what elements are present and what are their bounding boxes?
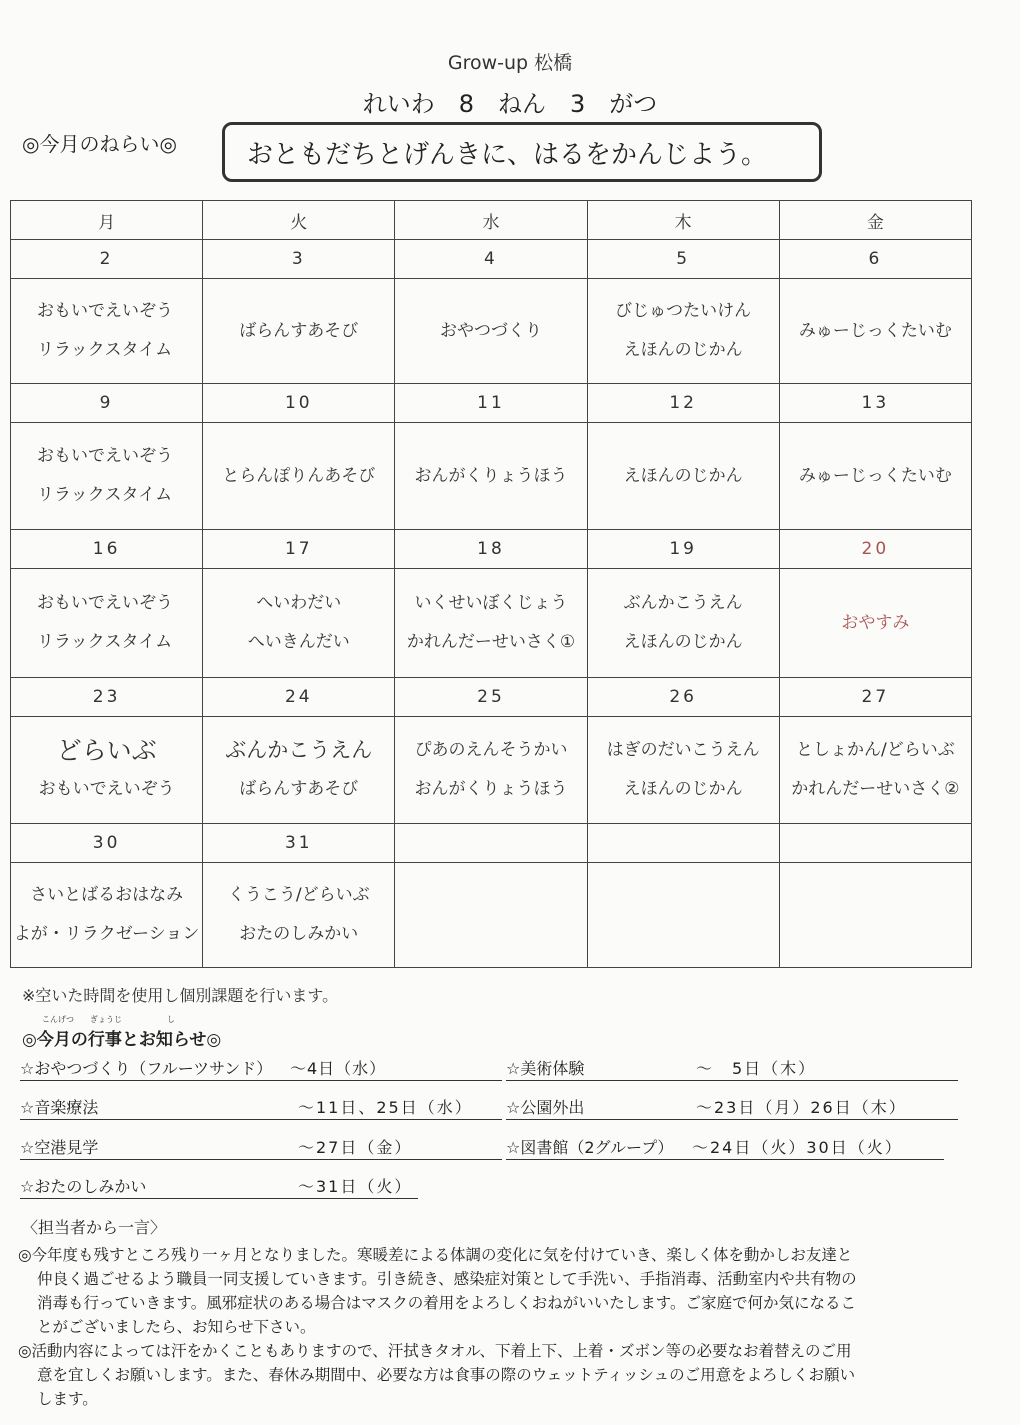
weekday-row	[11, 201, 972, 240]
event-label: ☆図書館（2グループ）	[506, 1138, 674, 1157]
date-cell-mon: 30	[11, 824, 203, 863]
date-cell-tue: 3	[203, 240, 395, 279]
activity-text: おんがくりょうほう	[414, 779, 568, 799]
date-cell-mon: 23	[11, 678, 203, 717]
events-title-text: ◎今月の行事とお知らせ◎	[22, 1030, 222, 1050]
event-label: ☆音楽療法	[20, 1098, 99, 1117]
activity-text: おやつづくり	[439, 320, 542, 341]
activity-text: みゅーじっくたいむ	[798, 320, 952, 341]
event-label: ☆美術体験	[506, 1059, 585, 1078]
date-row	[11, 824, 972, 863]
date-cell-fri	[779, 824, 971, 863]
activity-cell-fri	[779, 717, 971, 824]
activity-text: かれんだーせいさく①	[406, 632, 576, 652]
weekday-wed: 水	[395, 201, 587, 240]
event-date: ～27日（金）	[298, 1138, 413, 1157]
activity-cell-tue	[203, 279, 395, 384]
activity-cell-wed	[395, 423, 587, 530]
organization-name: Grow-up 松橋	[447, 52, 573, 74]
activity-text: おもいでえいぞう	[38, 779, 175, 799]
activity-text: えほんのじかん	[623, 340, 743, 360]
page-title: れいわ 8 ねん 3 がつ	[362, 90, 658, 118]
activity-text: くうこう/どらいぶ	[227, 885, 370, 905]
activity-row	[11, 863, 972, 968]
activity-text: はぎのだいこうえん	[606, 740, 760, 760]
event-item	[20, 1176, 418, 1199]
activity-cell-mon	[11, 279, 203, 384]
event-label: ☆おたのしみかい	[20, 1177, 147, 1196]
date-cell-wed: 18	[395, 530, 587, 569]
date-cell-tue: 24	[203, 678, 395, 717]
activity-text: ばらんすあそび	[239, 779, 359, 799]
comment-line: 仲良く過ごせるよう職員一同支援していきます。引き続き、感染症対策として手洗い、手指消毒、活動室内や共有物の	[37, 1270, 857, 1288]
activity-cell-wed	[395, 863, 587, 968]
activity-text: びじゅつたいけん	[615, 301, 752, 321]
weekday-fri: 金	[779, 201, 971, 240]
activity-cell-mon	[11, 717, 203, 824]
activity-text: リラックスタイム	[37, 632, 173, 652]
date-cell-tue: 10	[203, 384, 395, 423]
activity-cell-thu	[587, 717, 779, 824]
event-item	[20, 1137, 502, 1160]
activity-cell-wed	[395, 717, 587, 824]
event-item	[20, 1097, 502, 1120]
date-cell-tue: 17	[203, 530, 395, 569]
activity-text: ぶんかこうえん	[225, 738, 373, 762]
comment-line: します。	[37, 1390, 98, 1408]
activity-text: ばらんすあそび	[239, 320, 359, 341]
ruby-gyouji: ぎょうじ	[90, 1015, 122, 1024]
activity-text: さいとばるおはなみ	[30, 885, 184, 905]
activity-text: えほんのじかん	[623, 779, 743, 799]
activity-text: えほんのじかん	[623, 465, 743, 486]
activity-text: おやすみ	[841, 612, 910, 633]
activity-cell-mon	[11, 423, 203, 530]
activity-text: ぶんかこうえん	[623, 593, 743, 613]
date-cell-fri: 20	[779, 530, 971, 569]
event-date: ～31日（火）	[298, 1177, 413, 1196]
activity-text: としょかん/どらいぶ	[796, 740, 955, 760]
note-text: ※空いた時間を使用し個別課題を行います。	[22, 986, 339, 1005]
event-label: ☆空港見学	[20, 1138, 99, 1157]
event-label: ☆公園外出	[506, 1098, 585, 1117]
activity-cell-tue	[203, 569, 395, 678]
activity-cell-fri	[779, 423, 971, 530]
weekday-tue: 火	[203, 201, 395, 240]
activity-text: へいきんだい	[247, 632, 350, 652]
weekday-thu: 木	[587, 201, 779, 240]
activity-text: よが・リラクゼーション	[13, 924, 200, 944]
date-cell-wed: 25	[395, 678, 587, 717]
activity-row	[11, 717, 972, 824]
event-date: ～23日（月）26日（木）	[696, 1098, 907, 1117]
date-cell-wed: 11	[395, 384, 587, 423]
date-cell-thu: 5	[587, 240, 779, 279]
event-item	[506, 1097, 958, 1120]
activity-cell-fri	[779, 279, 971, 384]
date-cell-fri: 6	[779, 240, 971, 279]
activity-text: いくせいぼくじょう	[414, 593, 568, 613]
event-date: ～24日（火）30日（火）	[692, 1138, 903, 1157]
aim-label: ◎今月のねらい◎	[22, 132, 177, 156]
activity-cell-wed	[395, 279, 587, 384]
date-cell-fri: 13	[779, 384, 971, 423]
activity-cell-tue	[203, 863, 395, 968]
date-row	[11, 384, 972, 423]
date-cell-thu: 12	[587, 384, 779, 423]
comment-paragraph-2	[18, 1339, 968, 1411]
activity-cell-tue	[203, 423, 395, 530]
activity-cell-tue	[203, 717, 395, 824]
comment-line: ◎今年度も残すところ残り一ヶ月となりました。寒暖差による体調の変化に気を付けていき、楽しく体を動かしお友達と	[18, 1246, 853, 1264]
date-cell-wed: 4	[395, 240, 587, 279]
activity-row	[11, 569, 972, 678]
event-item	[506, 1058, 958, 1081]
date-cell-wed	[395, 824, 587, 863]
activity-text: おたのしみかい	[239, 924, 359, 944]
comment-line: とがございましたら、お知らせ下さい。	[37, 1318, 316, 1336]
comment-title: 〈担当者から一言〉	[22, 1218, 167, 1237]
aim-box	[222, 122, 822, 182]
activity-cell-thu	[587, 863, 779, 968]
activity-text: みゅーじっくたいむ	[798, 465, 952, 486]
activity-text: えほんのじかん	[623, 632, 743, 652]
ruby-shi: し	[167, 1015, 175, 1024]
activity-cell-thu	[587, 569, 779, 678]
event-item	[506, 1137, 944, 1160]
activity-text: リラックスタイム	[37, 340, 173, 360]
aim-text: おともだちとげんきに、はるをかんじよう。	[247, 139, 768, 170]
ruby-kongetsu: こんげつ	[42, 1015, 74, 1024]
activity-row	[11, 279, 972, 384]
event-date: ～11日、25日（水）	[298, 1098, 473, 1117]
weekday-mon: 月	[11, 201, 203, 240]
activity-cell-wed	[395, 569, 587, 678]
activity-cell-mon	[11, 863, 203, 968]
date-cell-mon: 2	[11, 240, 203, 279]
date-cell-tue: 31	[203, 824, 395, 863]
events-title	[22, 1015, 222, 1050]
activity-cell-fri	[779, 863, 971, 968]
activity-text: へいわだい	[256, 593, 342, 613]
date-cell-thu: 26	[587, 678, 779, 717]
event-label: ☆おやつづくり（フルーツサンド）	[20, 1059, 273, 1078]
date-cell-mon: 9	[11, 384, 203, 423]
event-date: ～4日（水）	[290, 1059, 387, 1078]
comment-line: 消毒も行っていきます。風邪症状のある場合はマスクの着用をよろしくおねがいいたします。ご家庭で何か気になるこ	[37, 1294, 857, 1312]
event-date: ～ 5日（木）	[696, 1059, 817, 1078]
event-item	[20, 1058, 502, 1081]
date-cell-fri: 27	[779, 678, 971, 717]
activity-text: おもいでえいぞう	[37, 593, 173, 613]
comment-paragraph-1	[18, 1243, 968, 1339]
activity-text: リラックスタイム	[37, 485, 173, 505]
activity-cell-fri	[779, 569, 971, 678]
activity-cell-thu	[587, 279, 779, 384]
activity-text: おんがくりょうほう	[414, 465, 568, 486]
activity-row	[11, 423, 972, 530]
activity-text: おもいでえいぞう	[37, 301, 173, 321]
date-row	[11, 678, 972, 717]
activity-text: どらいぶ	[56, 736, 157, 765]
comment-line: ◎活動内容によっては汗をかくこともありますので、汗拭きタオル、下着上下、上着・ズボン等の必要なお着替えのご用	[18, 1342, 852, 1360]
date-row	[11, 240, 972, 279]
activity-text: かれんだーせいさく②	[791, 779, 960, 799]
activity-cell-mon	[11, 569, 203, 678]
activity-cell-thu	[587, 423, 779, 530]
comment-line: 意を宜しくお願いします。また、春休み期間中、必要な方は食事の際のウェットティッシュのご用意をよろしくお願い	[37, 1366, 856, 1384]
date-row	[11, 530, 972, 569]
date-cell-thu	[587, 824, 779, 863]
date-cell-thu: 19	[587, 530, 779, 569]
activity-text: ぴあのえんそうかい	[414, 740, 568, 760]
date-cell-mon: 16	[11, 530, 203, 569]
activity-text: とらんぽりんあそび	[222, 465, 376, 486]
activity-text: おもいでえいぞう	[37, 446, 173, 466]
calendar-table	[10, 200, 972, 968]
